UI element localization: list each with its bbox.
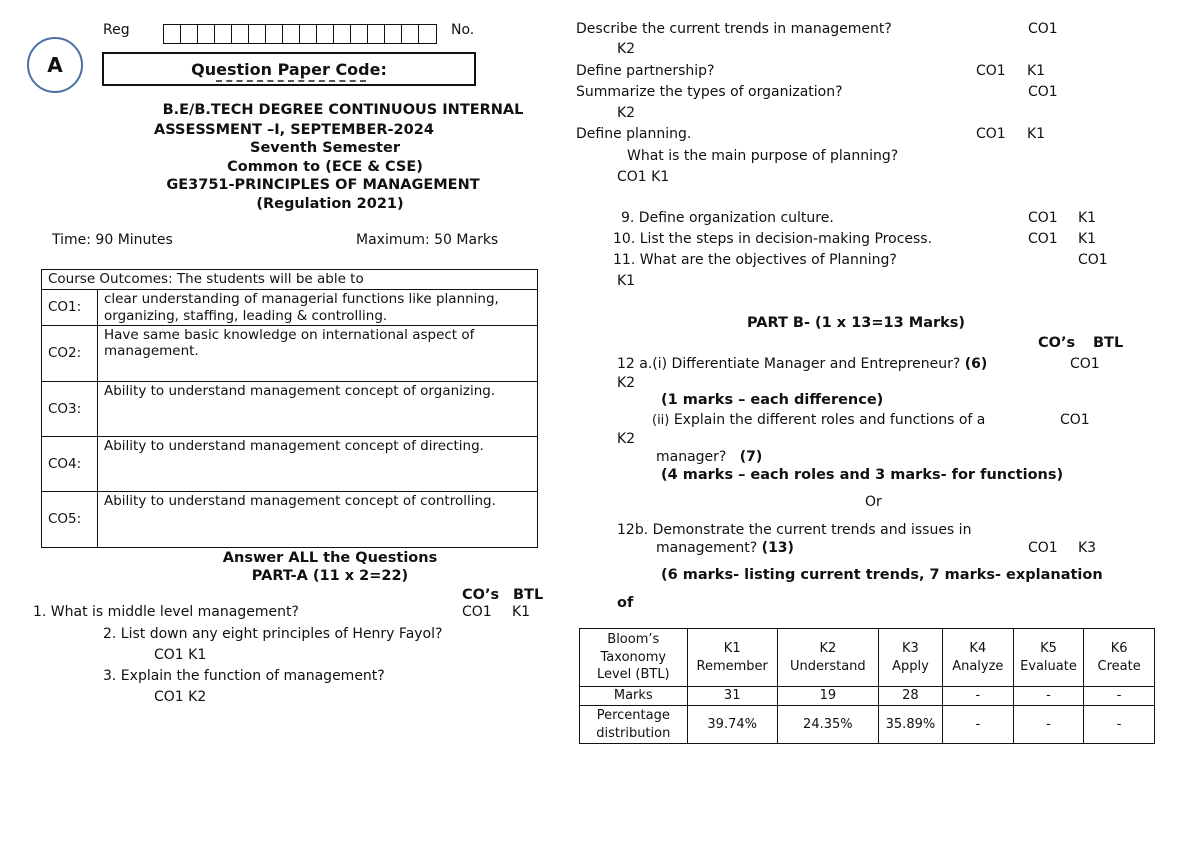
- question-5-btl: K1: [1027, 63, 1046, 79]
- answer-all-instruction: Answer ALL the Questions: [222, 550, 438, 566]
- question-12a-i-text: 12 a.(i) Differentiate Manager and Entrepreneur?: [617, 356, 961, 372]
- question-12b-marking-note-cont: of: [617, 595, 634, 611]
- question-12a-ii-marking-note: (4 marks – each roles and 3 marks- for functions): [661, 467, 1064, 483]
- co2-label: CO2:: [42, 326, 98, 382]
- question-12a-ii-marks: (7): [739, 449, 763, 465]
- question-4: Describe the current trends in management?: [576, 21, 892, 37]
- co3-text: Ability to understand management concept of organizing.: [98, 382, 538, 437]
- question-7-btl: K1: [1027, 126, 1046, 142]
- common-to-line: Common to (ECE & CSE): [227, 159, 423, 175]
- question-12a-ii-co: CO1: [1060, 412, 1090, 428]
- course-outcomes-heading: Course Outcomes: The students will be able to: [42, 270, 538, 290]
- btl-marks-k6: -: [1084, 687, 1155, 706]
- question-12a-i-btl: K2: [617, 375, 636, 391]
- btl-percent-label: Percentage distribution: [580, 706, 688, 744]
- question-3-co-btl: CO1 K2: [154, 689, 207, 705]
- co1-text: clear understanding of managerial functions like planning, organizing, staffing, leading & controlling.: [98, 290, 538, 326]
- course-code-line: GE3751-PRINCIPLES OF MANAGEMENT: [166, 177, 480, 193]
- part-a-cos-header: CO’s: [462, 587, 500, 603]
- part-a-btl-header: BTL: [513, 587, 544, 603]
- btl-marks-k5: -: [1013, 687, 1084, 706]
- btl-marks-label: Marks: [580, 687, 688, 706]
- course-outcomes-table: [41, 269, 538, 548]
- or-separator: Or: [865, 494, 882, 510]
- question-4-co: CO1: [1028, 21, 1058, 37]
- exam-title-line-1: B.E/B.TECH DEGREE CONTINUOUS INTERNAL: [162, 102, 524, 118]
- question-10-btl: K1: [1078, 231, 1097, 247]
- question-2: 2. List down any eight principles of Henry Fayol?: [103, 626, 443, 642]
- question-12b-btl: K3: [1078, 540, 1097, 556]
- blooms-taxonomy-table: [579, 628, 1155, 744]
- semester-line: Seventh Semester: [250, 140, 400, 156]
- part-a-heading: PART-A (11 x 2=22): [251, 568, 409, 584]
- question-12b-continuation: [656, 541, 794, 556]
- btl-percent-k4: -: [943, 706, 1014, 744]
- btl-header-level: Bloom’s Taxonomy Level (BTL): [580, 629, 688, 687]
- question-12a-ii: [652, 413, 985, 428]
- btl-marks-k1: 31: [687, 687, 777, 706]
- question-paper-code-label: Question Paper Code:: [191, 60, 387, 79]
- set-letter-badge: A: [27, 37, 83, 93]
- btl-percent-k3: 35.89%: [878, 706, 942, 744]
- btl-marks-k2: 19: [777, 687, 878, 706]
- question-12a-ii-text: Explain the different roles and functions of a: [673, 412, 986, 428]
- question-12a-ii-cont-text: manager?: [656, 449, 727, 465]
- question-12a-i-co: CO1: [1070, 356, 1100, 372]
- question-12b-marks: (13): [761, 540, 794, 556]
- question-12a-i-marking-note: (1 marks – each difference): [661, 392, 884, 408]
- regulation-line: (Regulation 2021): [256, 196, 404, 212]
- question-8: What is the main purpose of planning?: [627, 148, 899, 164]
- question-4-btl: K2: [617, 41, 636, 57]
- question-6-btl: K2: [617, 105, 636, 121]
- question-5-co: CO1: [976, 63, 1006, 79]
- btl-header-k4: K4 Analyze: [943, 629, 1014, 687]
- question-12a-ii-prefix: (ii): [652, 413, 670, 428]
- btl-header-k6: K6 Create: [1084, 629, 1155, 687]
- max-marks-label: Maximum: 50 Marks: [356, 232, 499, 248]
- btl-marks-k4: -: [943, 687, 1014, 706]
- question-12b-marking-note: (6 marks- listing current trends, 7 marks- explanation: [661, 567, 1103, 583]
- question-paper-code-box: [102, 52, 476, 86]
- btl-header-k2: K2 Understand: [777, 629, 878, 687]
- question-1: 1. What is middle level management?: [33, 604, 299, 620]
- co3-label: CO3:: [42, 382, 98, 437]
- question-3: 3. Explain the function of management?: [103, 668, 385, 684]
- code-placeholder-line: [216, 80, 366, 82]
- question-9-co: CO1: [1028, 210, 1058, 226]
- question-6: Summarize the types of organization?: [576, 84, 843, 100]
- question-12a-ii-continuation: [656, 450, 762, 465]
- co5-label: CO5:: [42, 492, 98, 548]
- co4-text: Ability to understand management concept of directing.: [98, 437, 538, 492]
- reg-number-boxes: [163, 24, 437, 44]
- co4-label: CO4:: [42, 437, 98, 492]
- question-6-co: CO1: [1028, 84, 1058, 100]
- question-5: Define partnership?: [576, 63, 715, 79]
- question-12b-co: CO1: [1028, 540, 1058, 556]
- btl-percent-k6: -: [1084, 706, 1155, 744]
- btl-header-k1: K1 Remember: [687, 629, 777, 687]
- question-12a-i: [617, 357, 987, 372]
- question-10-co: CO1: [1028, 231, 1058, 247]
- question-10: 10. List the steps in decision-making Process.: [613, 231, 933, 247]
- btl-marks-k3: 28: [878, 687, 942, 706]
- btl-percent-k1: 39.74%: [687, 706, 777, 744]
- btl-percent-k2: 24.35%: [777, 706, 878, 744]
- question-7-co: CO1: [976, 126, 1006, 142]
- reg-label: Reg: [103, 22, 130, 38]
- time-label: Time: 90 Minutes: [52, 232, 173, 248]
- question-12a-ii-btl: K2: [617, 431, 636, 447]
- question-11-co: CO1: [1078, 252, 1108, 268]
- question-12b: 12b. Demonstrate the current trends and issues in: [617, 522, 972, 538]
- part-b-cos-header: CO’s: [1038, 335, 1076, 351]
- question-7: Define planning.: [576, 126, 692, 142]
- question-8-co-btl: CO1 K1: [617, 169, 670, 185]
- btl-header-k5: K5 Evaluate: [1013, 629, 1084, 687]
- question-11-btl: K1: [617, 273, 636, 289]
- btl-percent-k5: -: [1013, 706, 1084, 744]
- question-12b-cont-text: management?: [656, 540, 758, 556]
- question-2-co-btl: CO1 K1: [154, 647, 207, 663]
- exam-title-line-2: ASSESSMENT –I, SEPTEMBER-2024: [154, 122, 434, 138]
- question-9-btl: K1: [1078, 210, 1097, 226]
- co5-text: Ability to understand management concept of controlling.: [98, 492, 538, 548]
- co2-text: Have same basic knowledge on international aspect of management.: [98, 326, 538, 382]
- btl-header-k3: K3 Apply: [878, 629, 942, 687]
- part-b-heading: PART B- (1 x 13=13 Marks): [746, 315, 966, 331]
- question-1-btl: K1: [512, 604, 531, 620]
- co1-label: CO1:: [42, 290, 98, 326]
- question-12a-i-marks: (6): [964, 356, 988, 372]
- question-9: 9. Define organization culture.: [621, 210, 834, 226]
- question-1-co: CO1: [462, 604, 492, 620]
- no-label: No.: [451, 22, 475, 38]
- question-11: 11. What are the objectives of Planning?: [613, 252, 897, 268]
- part-b-btl-header: BTL: [1093, 335, 1124, 351]
